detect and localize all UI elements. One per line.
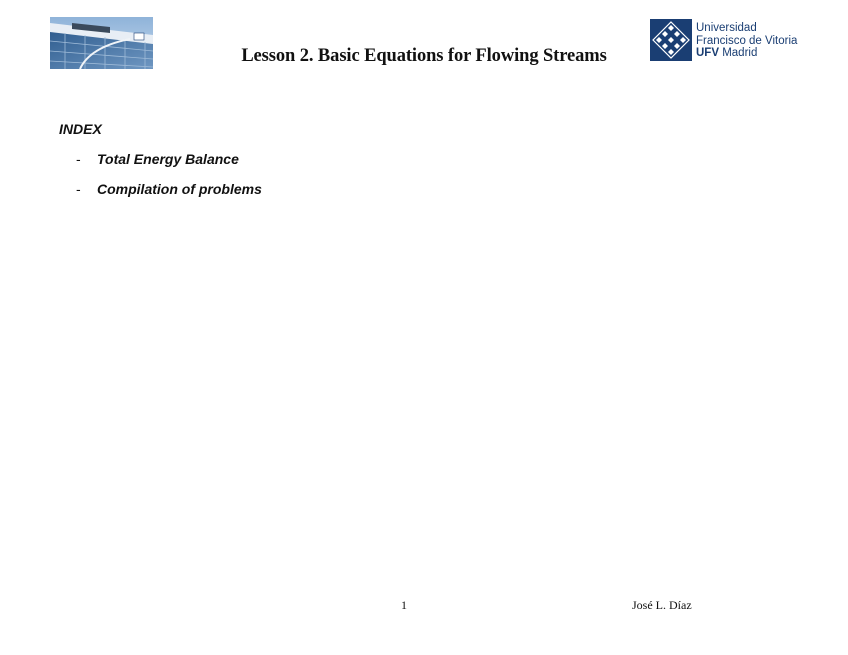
university-name-line1: Universidad (696, 22, 757, 34)
index-item-label: Compilation of problems (97, 181, 262, 197)
list-dash: - (76, 151, 81, 167)
index-list (59, 151, 262, 198)
index-section (59, 121, 262, 211)
index-item-label: Total Energy Balance (97, 151, 239, 167)
index-heading: INDEX (59, 121, 102, 137)
university-abbrev: UFV (696, 47, 719, 59)
ufv-logo-mark-icon (650, 19, 692, 61)
page-number: 1 (401, 598, 407, 612)
author-name: José L. Díaz (632, 598, 692, 612)
university-city: Madrid (719, 47, 758, 59)
university-name-line3 (696, 47, 797, 60)
university-name-line2: Francisco de Vitoria (696, 34, 798, 47)
university-logo (650, 18, 810, 63)
index-item-total-energy-balance (59, 151, 262, 168)
list-dash: - (76, 181, 81, 197)
university-name (696, 22, 797, 60)
index-item-compilation-of-problems (59, 181, 262, 198)
page-title-text: Lesson 2. Basic Equations for Flowing Streams (241, 46, 607, 66)
